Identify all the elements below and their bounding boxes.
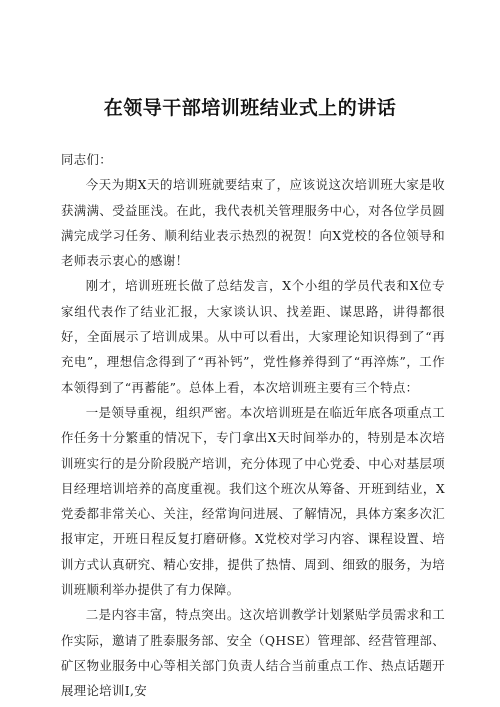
salutation: 同志们：: [61, 152, 112, 167]
document-body: [61, 147, 445, 704]
paragraph-3: 一是领导重视，组织严密。本次培训班是在临近年底各项重点工作任务十分繁重的情况下，专门拿出X天时间举办的，特别是本次培训班实行的是分阶段脱产培训，充分体现了中心党委、中心对基层项目经理培训培养的高度重视。我们这个班次从筹备、开班到结业，X党委都非常关心、关注，经常询问进展、了解情况，具体方案多次汇报审定，开班日程反复打磨研修。X党校对学习内容、课程设置、培训方式认真研究、精心安排，提供了热情、周到、细致的服务，为培训班顺利举办提供了有力保障。: [61, 404, 445, 598]
paragraph-2: 刚才，培训班班长做了总结发言，X个小组的学员代表和X位专家组代表作了结业汇报，大家谈认识、找差距、谋思路，讲得都很好，全面展示了培训成果。从中可以看出，大家理论知识得到了“再充电”，理想信念得到了“再补钙”，党性修养得到了“再淬炼”，工作本领得到了“再蓄能”。总体上看，本次培训班主要有三个特点：: [61, 278, 445, 395]
paragraph-4: 二是内容丰富，特点突出。这次培训教学计划紧贴学员需求和工作实际，邀请了胜泰服务部、安全（QHSE）管理部、经营管理部、矿区物业服务中心等相关部门负责人结合当前重点工作、热点话题开展理论培训I,安: [61, 607, 445, 699]
paragraph-1: 今天为期X天的培训班就要结束了，应该说这次培训班大家是收获满满、受益匪浅。在此，我代表机关管理服务中心，对各位学员圆满完成学习任务、顺利结业表示热烈的祝贺！向X党校的各位领导和老师表示衷心的感谢！: [61, 177, 445, 269]
document-title: 在领导干部培训班结业式上的讲话: [103, 97, 397, 119]
